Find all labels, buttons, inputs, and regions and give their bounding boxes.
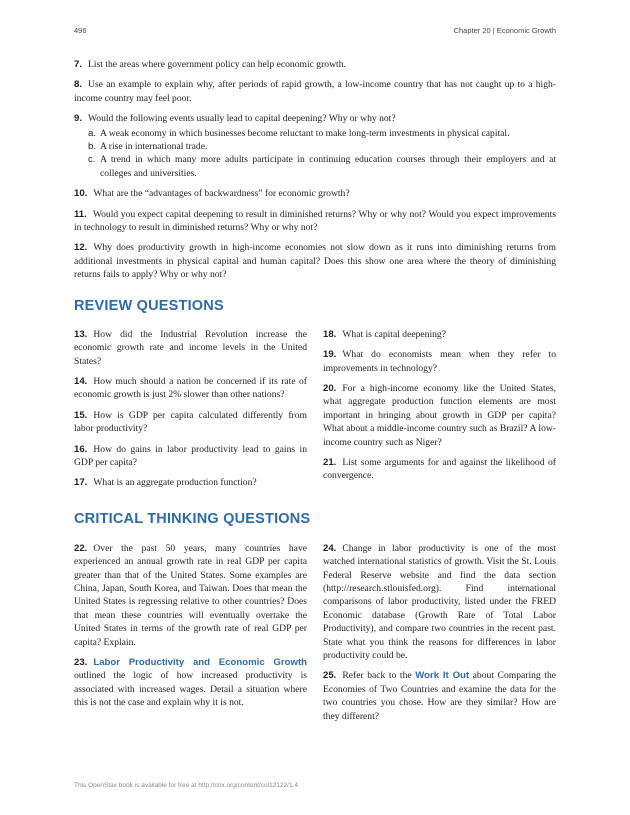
question-23: 23. Labor Productivity and Economic Growth outlined the logic of how increased productivity is associated with increased wages. Detail a situation where this is not the case and explain why it is not.	[74, 657, 307, 709]
review-left-column	[74, 328, 307, 497]
page-header	[74, 26, 556, 38]
review-questions	[74, 328, 556, 497]
question-21: 21. List some arguments for and against the likelihood of convergence.	[323, 456, 556, 482]
work-it-out-link[interactable]: Work It Out	[415, 670, 470, 682]
subitem-c: c. A trend in which many more adults participate in continuing education courses through their employers and at colleges and universities.	[88, 154, 556, 179]
page-content	[74, 58, 556, 730]
question-9-subitems	[74, 127, 556, 181]
question-19: 19. What do economists mean when they refer to improvements in technology?	[323, 349, 556, 374]
critical-thinking-heading: CRITICAL THINKING QUESTIONS	[74, 510, 311, 527]
question-22: 22. Over the past 50 years, many countries have experienced an annual growth rate in real GDP per capita greater than that of the United States. Some examples are China, Japan, South Korea, and Taiwan. Does that mean the United States is regressing relative to other countries? Does that mean these countries will eventually overtake the United States in terms of the growth rate of real GDP per capita? Explain.	[74, 542, 307, 648]
question-12: 12. Why does productivity growth in high-income economies not slow down as it runs into diminishing returns from additional investments in physical capital and human capital? Does this show one area where the theory of diminishing returns fails to apply? Why or why not?	[74, 242, 556, 281]
question-20: 20. For a high-income economy like the United States, what aggregate production function elements are most important in bringing about growth in GDP per capita? What about a middle-income country such as Brazil? A low-income country such as Niger?	[323, 382, 556, 448]
labor-productivity-link[interactable]: Labor Productivity and Economic Growth	[93, 657, 307, 668]
question-17: 17. What is an aggregate production function?	[74, 477, 257, 489]
question-8: 8. Use an example to explain why, after periods of rapid growth, a low-income country that has not caught up to a high-income country may feel poor.	[74, 79, 556, 104]
subitem-b: b. A rise in international trade.	[88, 141, 208, 153]
review-right-column	[323, 328, 556, 497]
question-25: 25. Refer back to the Work It Out about Comparing the Economies of Two Countries and examine the data for the two countries you chose. How are they similar? How are they different?	[323, 670, 557, 722]
question-11: 11. Would you expect capital deepening to result in diminished returns? Why or why not? Would you expect improvements in technology to result in diminished returns? Why or why not?	[74, 208, 556, 234]
critical-thinking-questions	[74, 542, 556, 730]
question-10: 10. What are the “advantages of backwardness” for economic growth?	[74, 188, 350, 200]
page-number: 496	[74, 26, 87, 35]
review-questions-heading: REVIEW QUESTIONS	[74, 297, 224, 314]
critical-left-column	[74, 542, 307, 730]
question-7: 7. List the areas where government policy can help economic growth.	[74, 59, 346, 70]
question-18: 18. What is capital deepening?	[323, 328, 446, 340]
question-13: 13. How did the Industrial Revolution increase the economic growth rate and income levels in the United States?	[74, 328, 307, 367]
question-9: 9. Would the following events usually lead to capital deepening? Why or why not?	[74, 113, 396, 125]
subitem-a: a. A weak economy in which businesses become reluctant to make long-term investments in physical capital.	[88, 127, 510, 139]
question-15: 15. How is GDP per capita calculated differently from labor productivity?	[74, 409, 307, 435]
critical-right-column	[323, 542, 556, 730]
question-24: 24. Change in labor productivity is one of the most watched international statistics of growth. Visit the St. Louis Federal Reserve website and find the data section (http://research.stlouisfed.org). Find international comparisons of labor productivity, listed under the FRED Economic database (Growth Rate of Total Labor Productivity), and compare two countries in the recent past. State what you think the reasons for differences in labor productivity could be.	[323, 542, 556, 661]
question-14: 14. How much should a nation be concerned if its rate of economic growth is just 2% slower than other nations?	[74, 375, 307, 401]
question-16: 16. How do gains in labor productivity lead to gains in GDP per capita?	[74, 443, 307, 468]
chapter-title: Chapter 20 | Economic Growth	[453, 26, 556, 35]
page-footer: This OpenStax book is available for free at http://cnx.org/content/col12122/1.4	[74, 782, 299, 789]
